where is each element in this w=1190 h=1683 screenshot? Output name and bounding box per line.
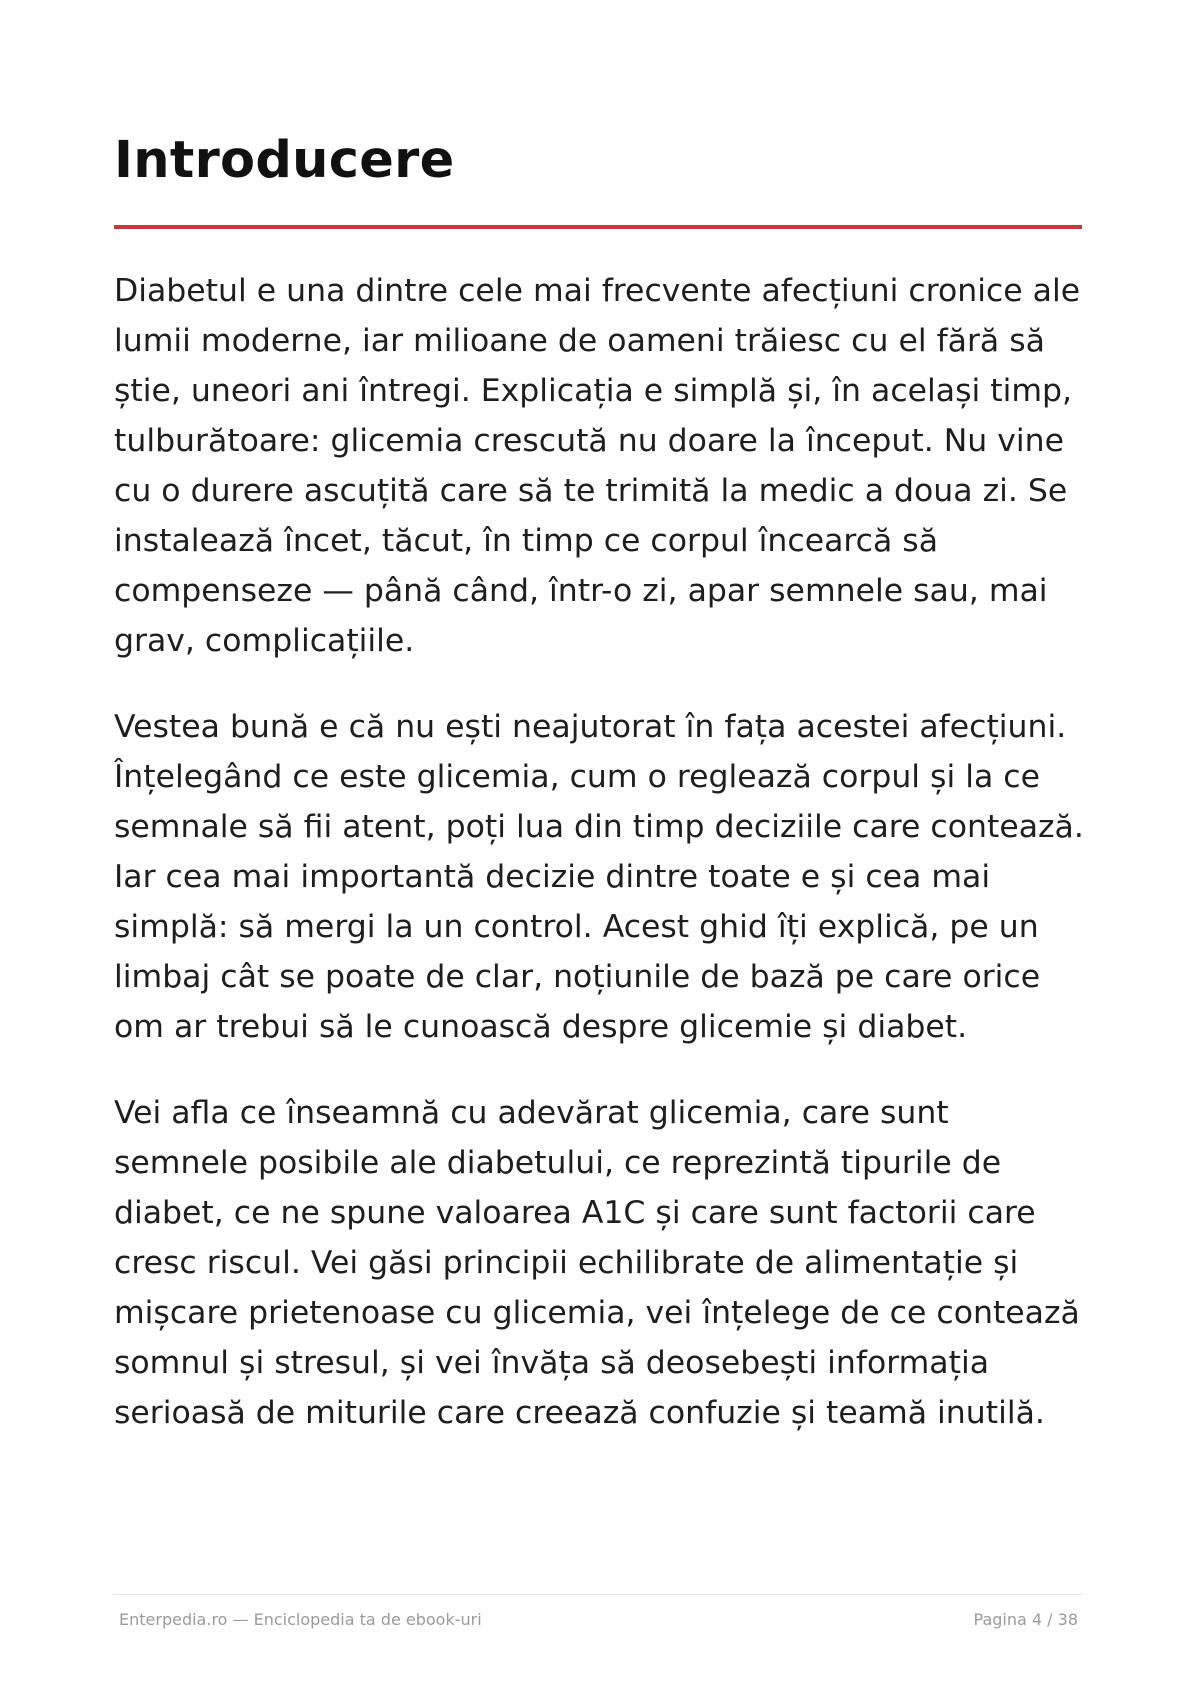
paragraph-2: Vestea bună e că nu ești neajutorat în fața acestei afecțiuni. Înțelegând ce este glicemia, cum o reglează corpul și la ce semnale să fii atent, poți lua din timp deciziile care contează. Iar cea mai importantă decizie dintre toate e și cea mai simplă: să mergi la un control. Acest ghid îți explică, pe un limbaj cât se poate de clar, noțiunile de bază pe care orice om ar trebui să le cunoască despre glicemie și diabet. (114, 709, 1084, 1045)
footer-site-name: Enterpedia.ro — Enciclopedia ta de ebook-uri (119, 1610, 482, 1629)
body-text (114, 266, 1089, 1474)
footer-page-number: Pagina 4 / 38 (973, 1610, 1078, 1629)
paragraph-1: Diabetul e una dintre cele mai frecvente afecțiuni cronice ale lumii moderne, iar milioane de oameni trăiesc cu el fără să știe, uneori ani întregi. Explicația e simplă și, în același timp, tulburătoare: glicemia crescută nu doare la început. Nu vine cu o durere ascuțită care să te trimită la medic a doua zi. Se instalează încet, tăcut, în timp ce corpul încearcă să compenseze — până când, într-o zi, apar semnele sau, mai grav, complicațiile. (114, 273, 1081, 659)
title-underline-divider (114, 225, 1082, 229)
footer-divider (114, 1594, 1082, 1595)
paragraph-3: Vei afla ce înseamnă cu adevărat glicemia, care sunt semnele posibile ale diabetului, ce reprezintă tipurile de diabet, ce ne spune valoarea A1C și care sunt factorii care cresc riscul. Vei găsi principii echilibrate de alimentație și mișcare prietenoase cu glicemia, vei înțelege de ce contează somnul și stresul, și vei învăța să deosebești informația serioasă de miturile care creează confuzie și teamă inutilă. (114, 1095, 1080, 1431)
page-title: Introducere (114, 131, 455, 190)
